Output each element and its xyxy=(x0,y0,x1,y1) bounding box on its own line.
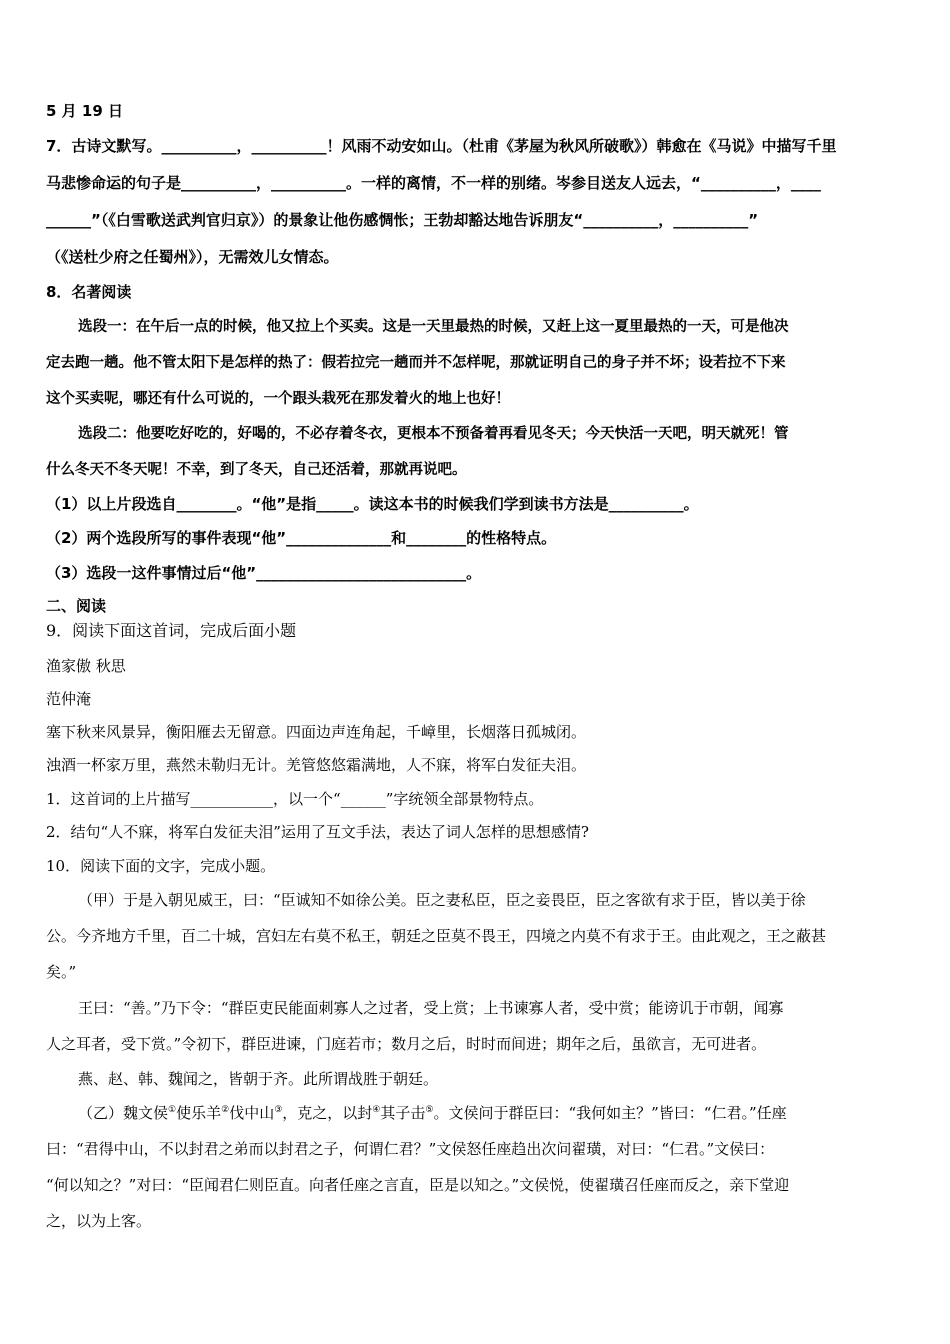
q9-poem-title: 渔家傲 秋思 xyxy=(46,657,126,675)
q9-question-2: 2．结句“人不寐，将军白发征夫泪”运用了互文手法，表达了词人怎样的思想感情? xyxy=(46,823,589,841)
q8-sub-3: （3）选段一这件事情过后“他”____________________________。 xyxy=(46,564,482,582)
q8-excerpt1-line: 定去跑一趟。他不管太阳下是怎样的热了：假若拉完一趟而并不怎样呢，那就证明自己的身子并不坏；设若拉不下来 xyxy=(46,354,786,371)
q9-poem-author: 范仲淹 xyxy=(46,690,92,708)
q8-excerpt2-line: 选段二：他要吃好吃的，好喝的，不必存着冬衣，更根本不预备着再看见冬天；今天快活一天吧，明天就死！管 xyxy=(78,425,789,442)
q8-excerpt1-line: 选段一：在午后一点的时候，他又拉上个买卖。这是一天里最热的时候，又赶上这一夏里最热的一天，可是他决 xyxy=(78,318,789,335)
q7-line-2: 马悲惨命运的句子是__________，__________。一样的离情，不一样的别绪。岑参目送友人远去，“__________，____ xyxy=(46,174,821,192)
q10-jia-line: （甲）于是入朝见威王，曰：“臣诚知不如徐公美。臣之妻私臣，臣之妾畏臣，臣之客欲有求于臣，皆以美于徐 xyxy=(78,891,806,909)
q10-wang-line: 王曰：“善。”乃下令：“群臣吏民能面刺寡人之过者，受上赏；上书谏寡人者，受中赏；能谤讥于市朝，闻寡 xyxy=(78,999,784,1017)
q10-yi-text: 。文侯问于群臣曰：“我何如主？”皆曰：“仁君。”任座 xyxy=(433,1104,787,1122)
q10-yi-line-1 xyxy=(78,1104,787,1122)
q7-line-3: ______”（《白雪歌送武判官归京》）的景象让他伤感惆怅；王勃却豁达地告诉朋友“__________，__________” xyxy=(46,211,759,229)
q8-excerpt1-line: 这个买卖呢，哪还有什么可说的，一个跟头栽死在那发着火的地上也好！ xyxy=(46,390,510,407)
q8-title: 8．名著阅读 xyxy=(46,283,132,301)
q8-sub-1: （1）以上片段选自________。“他”是指_____。读这本书的时候我们学到读书方法是__________。 xyxy=(46,495,699,513)
footnote-marker: ② xyxy=(221,1105,230,1115)
q10-yi-text: 伐中山 xyxy=(229,1104,275,1122)
q10-yi-text: 使乐羊 xyxy=(176,1104,222,1122)
date-header: 5 月 19 日 xyxy=(46,102,123,120)
q10-yi-text: （乙）魏文侯 xyxy=(78,1104,169,1122)
q10-jia-line: 公。今齐地方千里，百二十城，宫妇左右莫不私王，朝廷之臣莫不畏王，四境之内莫不有求于王。由此观之，王之蔽甚 xyxy=(46,927,827,945)
footnote-marker: ⑤ xyxy=(425,1105,434,1115)
q8-excerpt2-line: 什么冬天不冬天呢！不幸，到了冬天，自己还活着，那就再说吧。 xyxy=(46,461,467,478)
q10-jia-line: 矣。” xyxy=(46,963,77,981)
q7-line-4: （《送杜少府之任蜀州》），无需效儿女情态。 xyxy=(46,248,339,266)
footnote-marker: ③ xyxy=(274,1105,283,1115)
q7-line-1: 7．古诗文默写。__________，__________！风雨不动安如山。（杜甫《茅屋为秋风所破歌》）韩愈在《马说》中描写千里 xyxy=(46,137,837,155)
q10-yi-text: ，克之，以封 xyxy=(282,1104,373,1122)
q9-verse-1: 塞下秋来风景异，衡阳雁去无留意。四面边声连角起，千嶂里，长烟落日孤城闭。 xyxy=(46,723,587,741)
q8-sub-2: （2）两个选段所写的事件表现“他”______________和________的性格特点。 xyxy=(46,529,557,547)
section-2-heading: 二、阅读 xyxy=(46,597,107,615)
q9-question-1: 1．这首词的上片描写___________，以一个“______”字统领全部景物特点。 xyxy=(46,790,544,808)
footnote-marker: ④ xyxy=(372,1105,381,1115)
q10-yi-line: “何以知之？”对曰：“臣闻君仁则臣直。向者任座之言直，臣是以知之。”文侯悦，使翟璜召任座而反之，亲下堂迎 xyxy=(46,1176,790,1194)
q9-verse-2: 浊酒一杯家万里，燕然未勒归无计。羌管悠悠霜满地，人不寐，将军白发征夫泪。 xyxy=(46,756,587,774)
q10-yi-line: 曰：“君得中山，不以封君之弟而以封君之子，何谓仁君？”文侯怒任座趋出次问翟璜，对曰：“仁君。”文侯曰： xyxy=(46,1140,775,1158)
q10-title: 10．阅读下面的文字，完成小题。 xyxy=(46,857,276,875)
footnote-marker: ① xyxy=(168,1105,177,1115)
q10-yi-line: 之，以为上客。 xyxy=(46,1212,152,1230)
q10-yi-text: 其子击 xyxy=(380,1104,426,1122)
q9-title: 9．阅读下面这首词，完成后面小题 xyxy=(46,621,297,640)
q10-wang-line: 人之耳者，受下赏。”令初下，群臣进谏，门庭若市；数月之后，时时而间进；期年之后，虽欲言，无可进者。 xyxy=(46,1035,767,1053)
q10-yan-line: 燕、赵、韩、魏闻之，皆朝于齐。此所谓战胜于朝廷。 xyxy=(78,1070,439,1088)
